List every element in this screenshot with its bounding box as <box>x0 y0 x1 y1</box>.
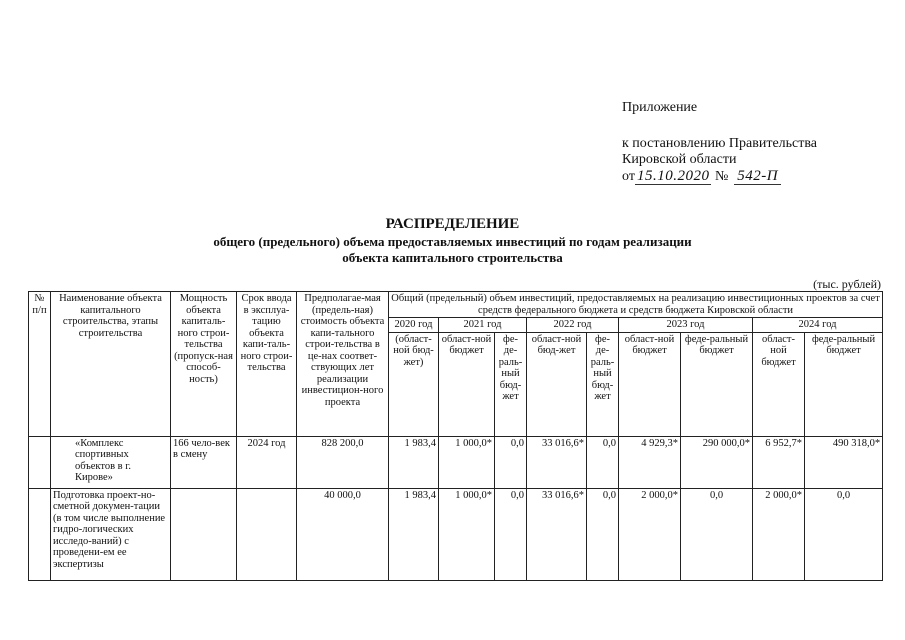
header-row-1 <box>29 292 883 318</box>
number-prefix: № <box>714 169 729 184</box>
handwritten-number: 542-П <box>734 168 781 185</box>
units-label: (тыс. рублей) <box>813 277 881 291</box>
header-2024-regional: област-ной бюджет <box>753 332 805 436</box>
row-2023-regional: 4 929,3* <box>619 436 681 488</box>
header-name: Наименование объекта капитального строительства, этапы строительства <box>51 292 171 437</box>
document-title: РАСПРЕДЕЛЕНИЕ <box>385 216 520 232</box>
header-2021-federal: фе-де-раль-ный бюд-жет <box>495 332 527 436</box>
row-num <box>29 488 51 580</box>
row-num <box>29 436 51 488</box>
header-total: Общий (предельный) объем инвестиций, предоставляемых на реализацию инвестиционных проектов за счет средств федерального бюджета и средств бюджета Кировской области <box>389 292 883 318</box>
row-2023-federal: 0,0 <box>681 488 753 580</box>
table-row <box>29 436 883 488</box>
header-2021-regional: област-ной бюджет <box>439 332 495 436</box>
row-2024-regional: 2 000,0* <box>753 488 805 580</box>
row-2022-federal: 0,0 <box>587 488 619 580</box>
row-cost: 40 000,0 <box>297 488 389 580</box>
row-2024-federal: 490 318,0* <box>805 436 883 488</box>
table-row <box>29 488 883 580</box>
row-capacity <box>171 488 237 580</box>
header-year-2024: 2024 год <box>753 318 883 333</box>
row-2020: 1 983,4 <box>389 436 439 488</box>
header-2023-regional: област-ной бюджет <box>619 332 681 436</box>
header-2024-federal: феде-ральный бюджет <box>805 332 883 436</box>
header-year-2020: 2020 год <box>389 318 439 333</box>
header-2022-federal: фе-де-раль-ный бюд-жет <box>587 332 619 436</box>
header-2020-budget: (област-ной бюд-жет) <box>389 332 439 436</box>
handwritten-date: 15.10.2020 <box>636 168 710 184</box>
region-line: Кировской области <box>622 152 737 167</box>
row-2023-federal: 290 000,0* <box>681 436 753 488</box>
row-2023-regional: 2 000,0* <box>619 488 681 580</box>
row-capacity: 166 чело-век в смену <box>171 436 237 488</box>
header-year-2022: 2022 год <box>527 318 619 333</box>
row-2024-regional: 6 952,7* <box>753 436 805 488</box>
header-cost: Предполагае-мая (предель-ная) стоимость объекта капи-тального строи-тельства в це-нах соответ-ствующих лет реализации инвестицион-ного проекта <box>297 292 389 437</box>
row-2021-federal: 0,0 <box>495 488 527 580</box>
row-name: «Комплекс спортивных объектов в г. Кирове» <box>51 436 171 488</box>
row-2021-regional: 1 000,0* <box>439 436 495 488</box>
row-2021-federal: 0,0 <box>495 436 527 488</box>
row-cost: 828 200,0 <box>297 436 389 488</box>
row-2021-regional: 1 000,0* <box>439 488 495 580</box>
row-2022-federal: 0,0 <box>587 436 619 488</box>
header-year-2023: 2023 год <box>619 318 753 333</box>
header-deadline: Срок ввода в эксплуа-тацию объекта капи-таль-ного строи-тельства <box>237 292 297 437</box>
row-deadline <box>237 488 297 580</box>
row-2020: 1 983,4 <box>389 488 439 580</box>
row-2022-regional: 33 016,6* <box>527 436 587 488</box>
header-2023-federal: феде-ральный бюджет <box>681 332 753 436</box>
header-capacity: Мощность объекта капиталь-ного строи-тельства (пропуск-ная способ-ность) <box>171 292 237 437</box>
header-year-2021: 2021 год <box>439 318 527 333</box>
row-deadline: 2024 год <box>237 436 297 488</box>
date-number-line <box>622 168 781 185</box>
row-2024-federal: 0,0 <box>805 488 883 580</box>
document-subtitle-1: общего (предельного) объема предоставляемых инвестиций по годам реализации <box>213 234 692 249</box>
date-prefix: от <box>622 169 635 184</box>
appendix-label: Приложение <box>622 100 698 115</box>
resolution-line: к постановлению Правительства <box>622 136 818 151</box>
document-subtitle-2: объекта капитального строительства <box>342 250 563 265</box>
header-2022-regional: област-ной бюд-жет <box>527 332 587 436</box>
header-num: № п/п <box>29 292 51 437</box>
investment-table <box>28 291 883 581</box>
row-2022-regional: 33 016,6* <box>527 488 587 580</box>
row-name: Подготовка проект-но-сметной докумен-тации (в том числе выполнение гидро-логических исследо-ваний) с проведени-ем ее экспертизы <box>51 488 171 580</box>
